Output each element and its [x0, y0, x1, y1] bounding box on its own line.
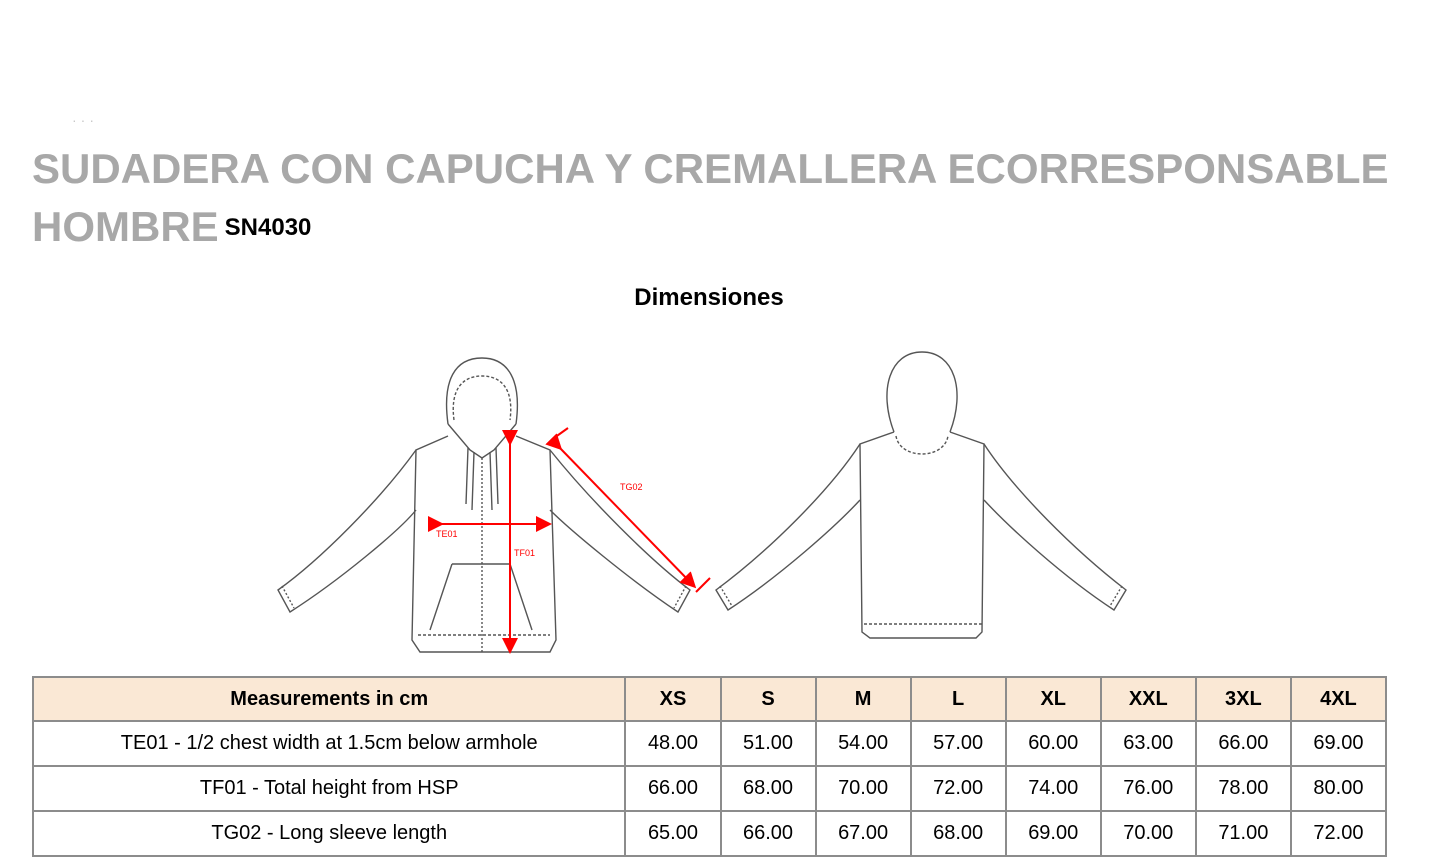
table-cell: 71.00: [1196, 811, 1291, 856]
row-label: TG02 - Long sleeve length: [33, 811, 625, 856]
header-measurements: Measurements in cm: [33, 677, 625, 721]
front-view: [278, 358, 690, 652]
table-cell: 51.00: [721, 721, 816, 766]
header-size: XXL: [1101, 677, 1196, 721]
table-cell: 66.00: [1196, 721, 1291, 766]
table-cell: 78.00: [1196, 766, 1291, 811]
table-cell: 66.00: [625, 766, 720, 811]
table-cell: 65.00: [625, 811, 720, 856]
table-cell: 72.00: [911, 766, 1006, 811]
hoodie-diagram: [260, 340, 1140, 662]
measure-lines: [438, 428, 710, 648]
table-cell: 68.00: [911, 811, 1006, 856]
table-cell: 54.00: [816, 721, 911, 766]
row-label: TF01 - Total height from HSP: [33, 766, 625, 811]
table-cell: 76.00: [1101, 766, 1196, 811]
table-cell: 70.00: [816, 766, 911, 811]
size-table: [32, 676, 1387, 857]
table-cell: 63.00: [1101, 721, 1196, 766]
product-code: SN4030: [224, 214, 312, 241]
table-cell: 57.00: [911, 721, 1006, 766]
header-size: M: [816, 677, 911, 721]
back-view: [716, 352, 1126, 638]
table-row: [33, 766, 1386, 811]
table-cell: 48.00: [625, 721, 720, 766]
section-title: Dimensiones: [634, 284, 784, 311]
label-tf01: TF01: [514, 548, 536, 558]
table-cell: 70.00: [1101, 811, 1196, 856]
table-row: [33, 721, 1386, 766]
table-cell: 72.00: [1291, 811, 1386, 856]
header-size: S: [721, 677, 816, 721]
table-cell: 67.00: [816, 811, 911, 856]
table-cell: 66.00: [721, 811, 816, 856]
table-row: [33, 811, 1386, 856]
header-size: XL: [1006, 677, 1101, 721]
table-cell: 74.00: [1006, 766, 1101, 811]
table-header-row: [33, 677, 1386, 721]
decorative-dots: ···: [72, 112, 98, 128]
product-title-text: SUDADERA CON CAPUCHA Y CREMALLERA ECORRESPONSABLE HOMBRE: [32, 145, 1389, 250]
label-tg02: TG02: [620, 482, 643, 492]
product-title: [32, 140, 1422, 257]
header-size: L: [911, 677, 1006, 721]
table-cell: 69.00: [1006, 811, 1101, 856]
table-cell: 80.00: [1291, 766, 1386, 811]
table-cell: 69.00: [1291, 721, 1386, 766]
header-size: 4XL: [1291, 677, 1386, 721]
table-cell: 68.00: [721, 766, 816, 811]
table-cell: 60.00: [1006, 721, 1101, 766]
label-te01: TE01: [436, 529, 458, 539]
header-size: 3XL: [1196, 677, 1291, 721]
row-label: TE01 - 1/2 chest width at 1.5cm below armhole: [33, 721, 625, 766]
header-size: XS: [625, 677, 720, 721]
